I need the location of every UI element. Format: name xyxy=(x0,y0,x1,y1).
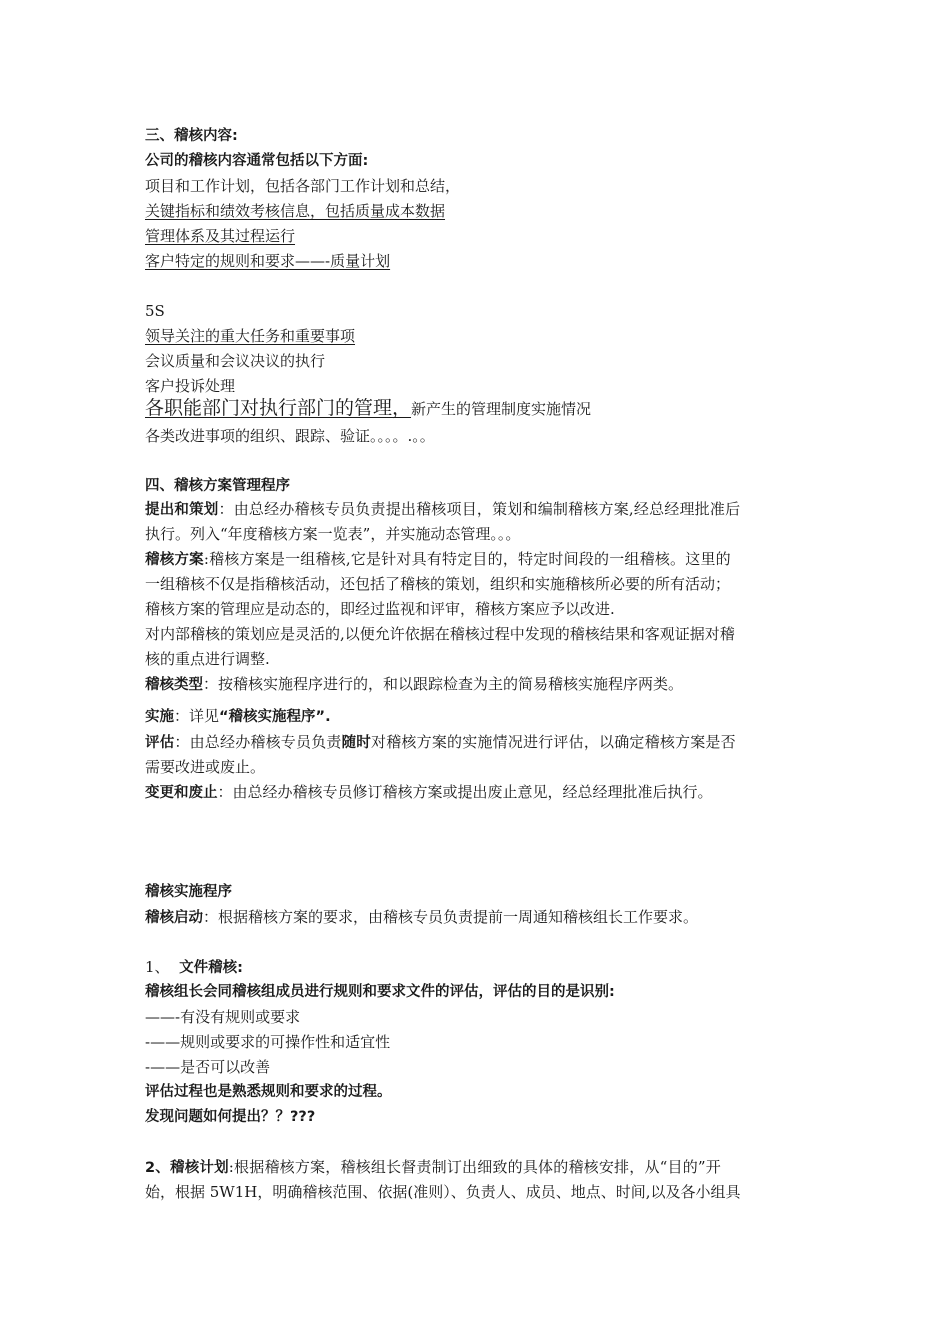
start-paragraph xyxy=(145,907,698,928)
eval-label: 评估 xyxy=(145,735,175,751)
plan-label: 稽核方案 xyxy=(145,552,204,568)
step-1-item: -——是否可以改善 xyxy=(145,1058,271,1076)
start-label: 稽核启动 xyxy=(145,910,203,926)
content-item: 会议质量和会议决议的执行 xyxy=(145,352,326,370)
step-1-item: ——-有没有规则或要求 xyxy=(145,1008,301,1026)
content-item: 关键指标和绩效考核信息，包括质量成本数据 xyxy=(145,202,446,220)
content-item: 管理体系及其过程运行 xyxy=(145,227,296,245)
eval-text: ：由总经办稽核专员负责 xyxy=(174,733,342,751)
step-1-question: 发现问题如何提出？？??? xyxy=(145,1109,316,1125)
step-1-heading xyxy=(145,957,243,978)
impl-ref: “稽核实施程序”. xyxy=(219,709,331,725)
propose-paragraph xyxy=(145,499,810,520)
step-1-intro: 稽核组长会同稽核组成员进行规则和要求文件的评估，评估的目的是识别: xyxy=(145,984,615,1000)
management-small-text: 新产生的管理制度实施情况 xyxy=(411,400,592,418)
section-3-title: 三、稽核内容: xyxy=(145,128,238,144)
change-label: 变更和废止 xyxy=(145,785,218,801)
step-1-note: 评估过程也是熟悉规则和要求的过程。 xyxy=(145,1084,392,1100)
plan-text-cont: 核的重点进行调整. xyxy=(145,650,270,668)
content-item: 5S xyxy=(145,302,165,320)
impl-paragraph xyxy=(145,706,331,727)
step-2-text-cont: 始，根据 5W1H，明确稽核范围、依据(准则）、负责人、成员、地点、时间,以及各小组具 xyxy=(145,1183,741,1201)
plan-text-cont: 对内部稽核的策划应是灵活的,以便允许依据在稽核过程中发现的稽核结果和客观证据对稽 xyxy=(145,625,735,643)
plan-text: :稽核方案是一组稽核,它是针对具有特定目的，特定时间段的一组稽核。这里的 xyxy=(203,550,731,568)
content-item: 客户投诉处理 xyxy=(145,377,236,395)
step-1-item: -——规则或要求的可操作性和适宜性 xyxy=(145,1033,391,1051)
eval-text-b: 对稽核方案的实施情况进行评估，以确定稽核方案是否 xyxy=(371,733,736,751)
type-label: 稽核类型 xyxy=(145,677,203,693)
procedure-title: 稽核实施程序 xyxy=(145,884,232,900)
propose-label: 提出和策划 xyxy=(145,502,219,518)
impl-text: ：详见 xyxy=(174,707,220,725)
propose-text-cont: 执行。列入“年度稽核方案一览表”，并实施动态管理。。。 xyxy=(145,525,521,543)
impl-label: 实施 xyxy=(145,709,174,725)
plan-text-cont: 一组稽核不仅是指稽核活动，还包括了稽核的策划，组织和实施稽核所必要的所有活动； xyxy=(145,575,731,593)
step-2-text: :根据稽核方案，稽核组长督责制订出细致的具体的稽核安排，从“目的”开 xyxy=(228,1158,721,1176)
change-paragraph xyxy=(145,782,713,803)
content-item: 项目和工作计划，包括各部门工作计划和总结， xyxy=(145,177,461,195)
section-4-title: 四、稽核方案管理程序 xyxy=(145,478,290,494)
section-3-intro: 公司的稽核内容通常包括以下方面: xyxy=(145,153,369,169)
type-text: ：按稽核实施程序进行的，和以跟踪检查为主的简易稽核实施程序两类。 xyxy=(203,675,684,693)
plan-paragraph xyxy=(145,549,810,570)
plan-text-cont: 稽核方案的管理应是动态的，即经过监视和评审，稽核方案应予以改进. xyxy=(145,600,615,618)
content-item: 各类改进事项的组织、跟踪、验证。。。。.。。 xyxy=(145,427,435,445)
management-line xyxy=(145,398,591,419)
eval-text-cont: 需要改进或废止。 xyxy=(145,758,266,776)
change-text: ：由总经办稽核专员修订稽核方案或提出废止意见，经总经理批准后执行。 xyxy=(217,783,713,801)
step-2-label: 2、稽核计划 xyxy=(145,1160,229,1176)
step-1-title: 文件稽核: xyxy=(179,960,243,976)
management-big-text: 各职能部门对执行部门的管理， xyxy=(145,397,412,419)
type-paragraph xyxy=(145,674,683,695)
start-text: ：根据稽核方案的要求，由稽核专员负责提前一周通知稽核组长工作要求。 xyxy=(203,908,699,926)
content-item: 客户特定的规则和要求——-质量计划 xyxy=(145,252,391,270)
step-1-number: 1、 xyxy=(145,958,170,976)
content-item: 领导关注的重大任务和重要事项 xyxy=(145,327,356,345)
eval-bold: 随时 xyxy=(341,735,372,751)
propose-text: ：由总经办稽核专员负责提出稽核项目，策划和编制稽核方案,经总经理批准后 xyxy=(218,500,741,518)
eval-paragraph xyxy=(145,732,810,753)
step-2-paragraph xyxy=(145,1157,810,1178)
